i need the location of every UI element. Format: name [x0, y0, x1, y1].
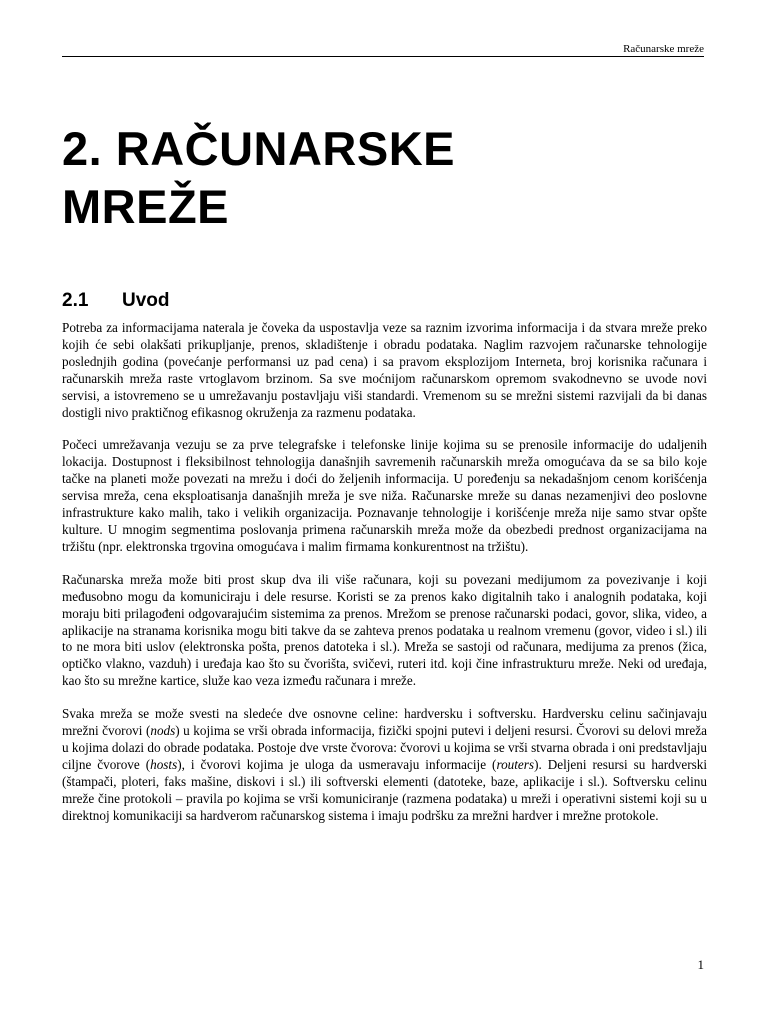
page-number: 1	[697, 957, 704, 972]
paragraph	[62, 706, 707, 824]
section-title	[62, 289, 170, 313]
running-header: Računarske mreže	[623, 43, 704, 55]
text-run: Računarska mreža može biti prost skup dva ili više računara, koji su povezani medijumom za povezivanje i koji međusobno mogu da komuniciraju i dele resurse. Koristi se za prenos kako digitalnih tako i analognih podataka, koji moraju biti prilagođeni odgovarajućim sistemima za prenos. Mrežom se prenose računarski podaci, govor, slika, video, a aplikacije na stranama korisnika mogu biti takve da se zahteva prenos podataka u realnom vremenu (govor, video i sl.) ili to ne mora biti uslov (elektronska pošta, prenos datoteka i sl.). Mreža se sastoji od računara, medijuma za prenos (žica, optičko vlakno, vazduh) i uređaja kao što su čvorišta, svičevi, ruteri itd. koji čine infrastrukturu mreže. Neki od uređaja, kao što su mrežne kartice, služe kao veza između računara i mreže.	[62, 571, 707, 689]
paragraph	[62, 320, 707, 421]
chapter-title	[62, 120, 704, 236]
text-run: ) u kojima se vrši obrada informacija, fizički spojni putevi i deljeni resursi. Čvorovi su delovi mreža u kojima dolazi do obrade podataka. Postoje dve vrste čvorova: čvorovi u kojima se vrši stvarna obrada i oni predstavljaju ciljne čvorove (	[62, 723, 707, 772]
section-number: 2.1	[62, 290, 89, 311]
paragraph	[62, 572, 707, 690]
italic-term: hosts	[150, 756, 178, 772]
italic-term: nods	[150, 723, 176, 739]
section-heading: Uvod	[122, 290, 170, 311]
paragraph	[62, 437, 707, 555]
chapter-title-line-1: 2. RAČUNARSKE	[62, 122, 455, 175]
chapter-title-line-2: MREŽE	[62, 180, 229, 233]
italic-term: routers	[496, 756, 535, 772]
text-run: Počeci umrežavanja vezuju se za prve telegrafske i telefonske linije kojima su se prenosile informacije do udaljenih lokacija. Dostupnost i fleksibilnost tehnologija današnjih savremenih računarskih mreža omogućava da se sa bilo koje tačke na planeti može povezati na mrežu i doći do željenih informacija. U poređenju sa nekadašnjom cenom korišćenja servisa mreža, cena eksploatisanja današnjih mreža je sve niža. Računarske mreže su danas nezamenjivi deo poslovne infrastrukture kako malih, tako i velikih organizacija. Poznavanje tehnologije i korišćenje mreža nije samo stvar opšte kulture. U mnogim segmentima poslovanja primena računarskih mreža može da obezbedi prednost organizacijama na tržištu (npr. elektronska trgovina omogućava i malim firmama konkurentnost na tržištu).	[62, 437, 707, 554]
text-run: Svaka mreža se može svesti na sledeće dve osnovne celine: hardversku i softversku. Hardversku celinu sačinjavaju mrežni čvorovi (	[62, 706, 707, 739]
text-run: ), i čvorovi kojima je uloga da usmeravaju informacije (	[177, 756, 497, 772]
header-rule	[62, 56, 704, 57]
body-text	[62, 320, 707, 840]
text-run: ). Deljeni resursi su hardverski (štampači, ploteri, faks mašine, diskovi i sl.) ili softverski elementi (datoteke, baze, aplikacije i sl.). Softversku celinu mreže čine protokoli – pravila po kojima se vrši komuniciranje (razmena podataka) u mreži i operativni sistemi koji su u direktnoj komunikaciji sa hardverom računarskog sistema i imaju podršku za mrežni hardver i mrežne protokole.	[62, 756, 707, 823]
text-run: Potreba za informacijama naterala je čoveka da uspostavlja veze sa raznim izvorima informacija i da stvara mreže preko kojih će sebi olakšati prikupljanje, prenos, skladištenje i obradu podataka. Naglim razvojem računarske tehnologije poslednjih godina (povećanje performansi uz pad cena) i sa pravom eksplozijom Interneta, broj korisnika računara i računarskih mreža raste vrtoglavom brzinom. Sa sve moćnijom računarskom opremom svakodnevno se uvode novi servisi, a istovremeno se u umrežavanju postavljaju viši standardi. Vremenom su se mrežni sistemi razvijali da bi danas dostigli nivo praktičnog efikasnog okruženja za razmenu podataka.	[62, 320, 707, 420]
